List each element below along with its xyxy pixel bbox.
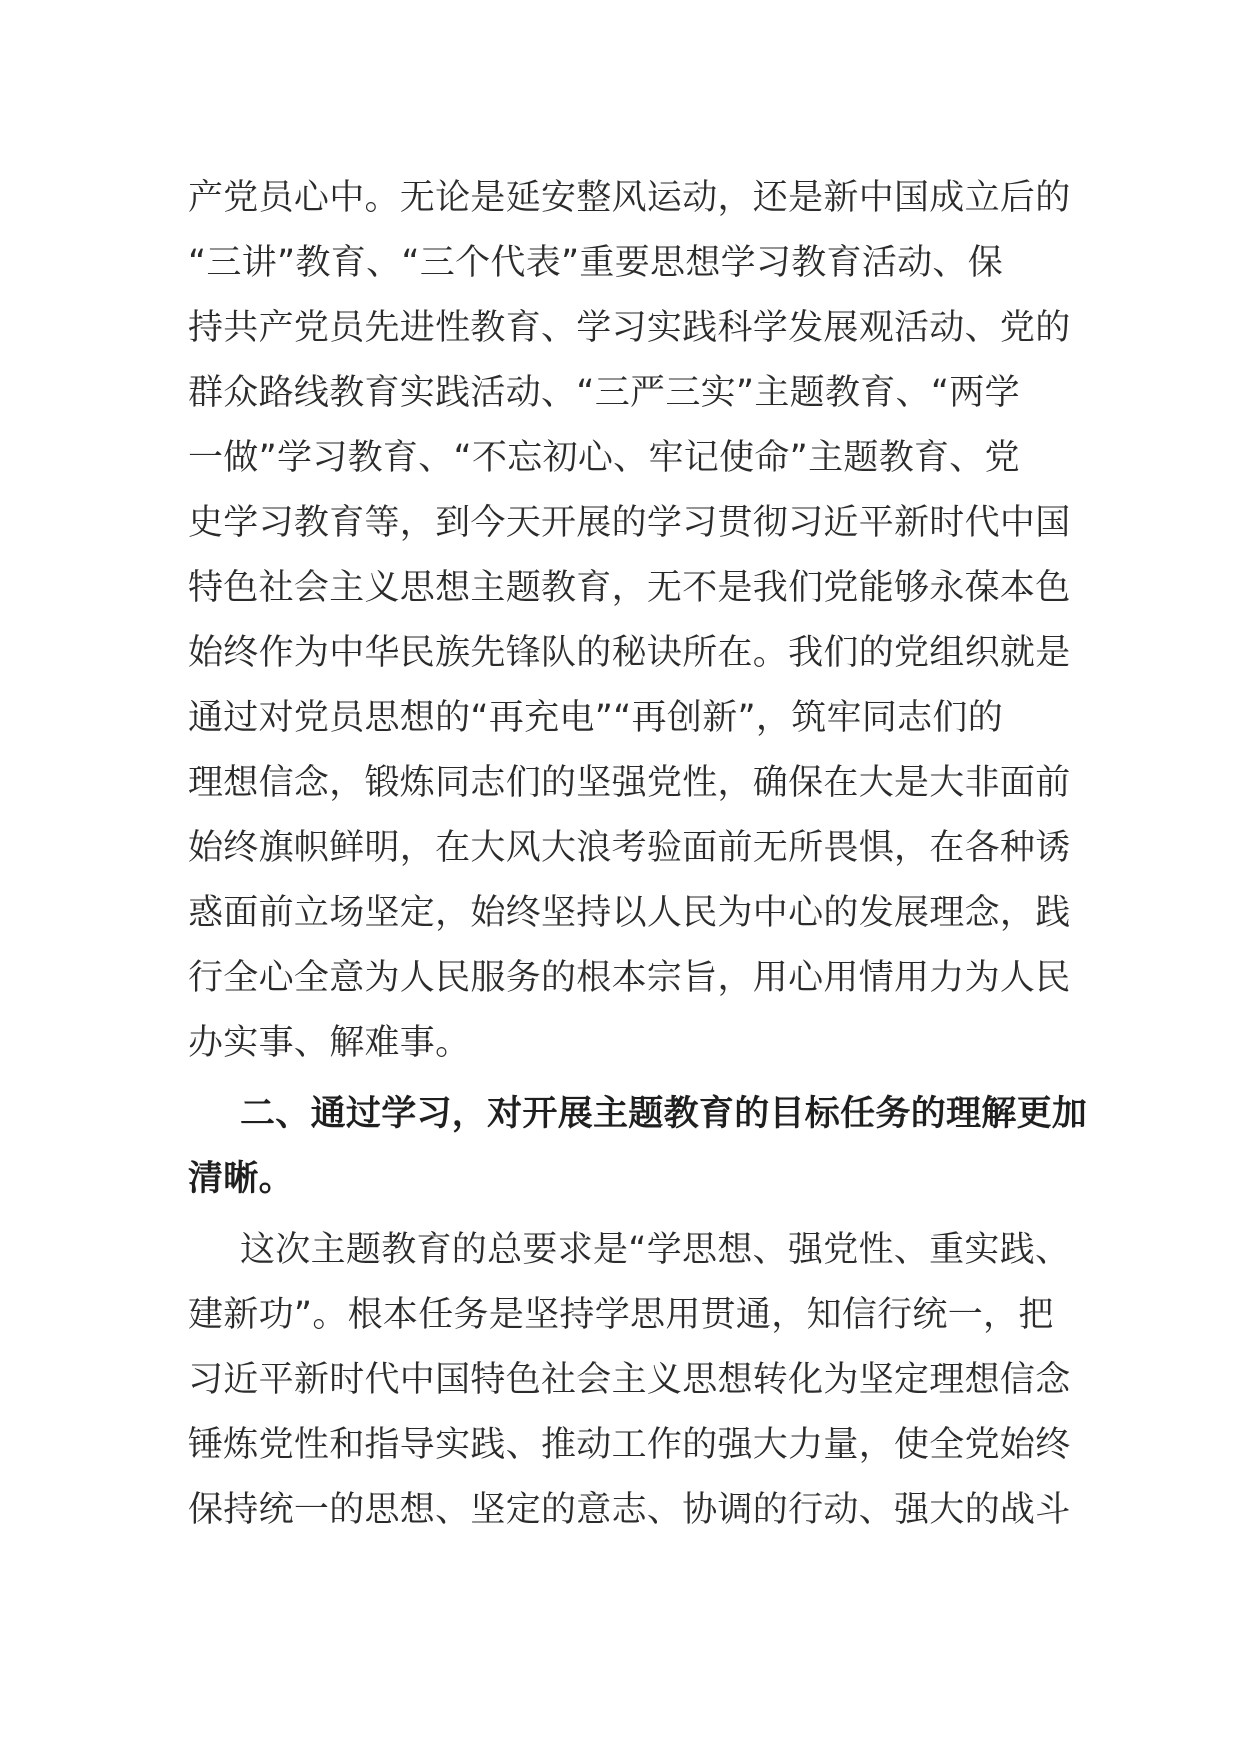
text-line: 惑面前立场坚定，始终坚持以人民为中心的发展理念，践 — [188, 893, 1071, 933]
body-paragraph-1 — [188, 166, 1071, 1076]
text-line: 行全心全意为人民服务的根本宗旨，用心用情用力为人民 — [188, 958, 1071, 998]
text-line: 史学习教育等，到今天开展的学习贯彻习近平新时代中国 — [188, 503, 1071, 543]
text-line: 这次主题教育的总要求是“学思想、强党性、重实践、 — [240, 1230, 1071, 1270]
text-line: 保持统一的思想、坚定的意志、协调的行动、强大的战斗 — [188, 1490, 1071, 1530]
heading-line: 清晰。 — [188, 1159, 294, 1199]
text-line: 理想信念，锻炼同志们的坚强党性，确保在大是大非面前 — [188, 763, 1071, 803]
text-line: 一做”学习教育、“不忘初心、牢记使命”主题教育、党 — [188, 438, 1020, 478]
text-line: 产党员心中。无论是延安整风运动，还是新中国成立后的 — [188, 178, 1071, 218]
text-line: 建新功”。根本任务是坚持学思用贯通，知信行统一，把 — [188, 1295, 1054, 1335]
text-line: 办实事、解难事。 — [188, 1023, 471, 1063]
section-heading — [188, 1082, 1088, 1212]
body-paragraph-2 — [188, 1218, 1071, 1543]
heading-line: 二、通过学习，对开展主题教育的目标任务的理解更加 — [240, 1094, 1088, 1134]
text-line: 群众路线教育实践活动、“三严三实”主题教育、“两学 — [188, 373, 1020, 413]
text-line: 特色社会主义思想主题教育，无不是我们党能够永葆本色 — [188, 568, 1071, 608]
text-line: 始终作为中华民族先锋队的秘诀所在。我们的党组织就是 — [188, 633, 1071, 673]
text-line: 锤炼党性和指导实践、推动工作的强大力量，使全党始终 — [188, 1425, 1071, 1465]
text-line: 通过对党员思想的“再充电”“再创新”，筑牢同志们的 — [188, 698, 1004, 738]
text-line: 习近平新时代中国特色社会主义思想转化为坚定理想信念 — [188, 1360, 1071, 1400]
text-line: 持共产党员先进性教育、学习实践科学发展观活动、党的 — [188, 308, 1071, 348]
text-line: “三讲”教育、“三个代表”重要思想学习教育活动、保 — [188, 243, 1004, 283]
text-line: 始终旗帜鲜明，在大风大浪考验面前无所畏惧，在各种诱 — [188, 828, 1071, 868]
document-page — [188, 166, 1088, 1543]
